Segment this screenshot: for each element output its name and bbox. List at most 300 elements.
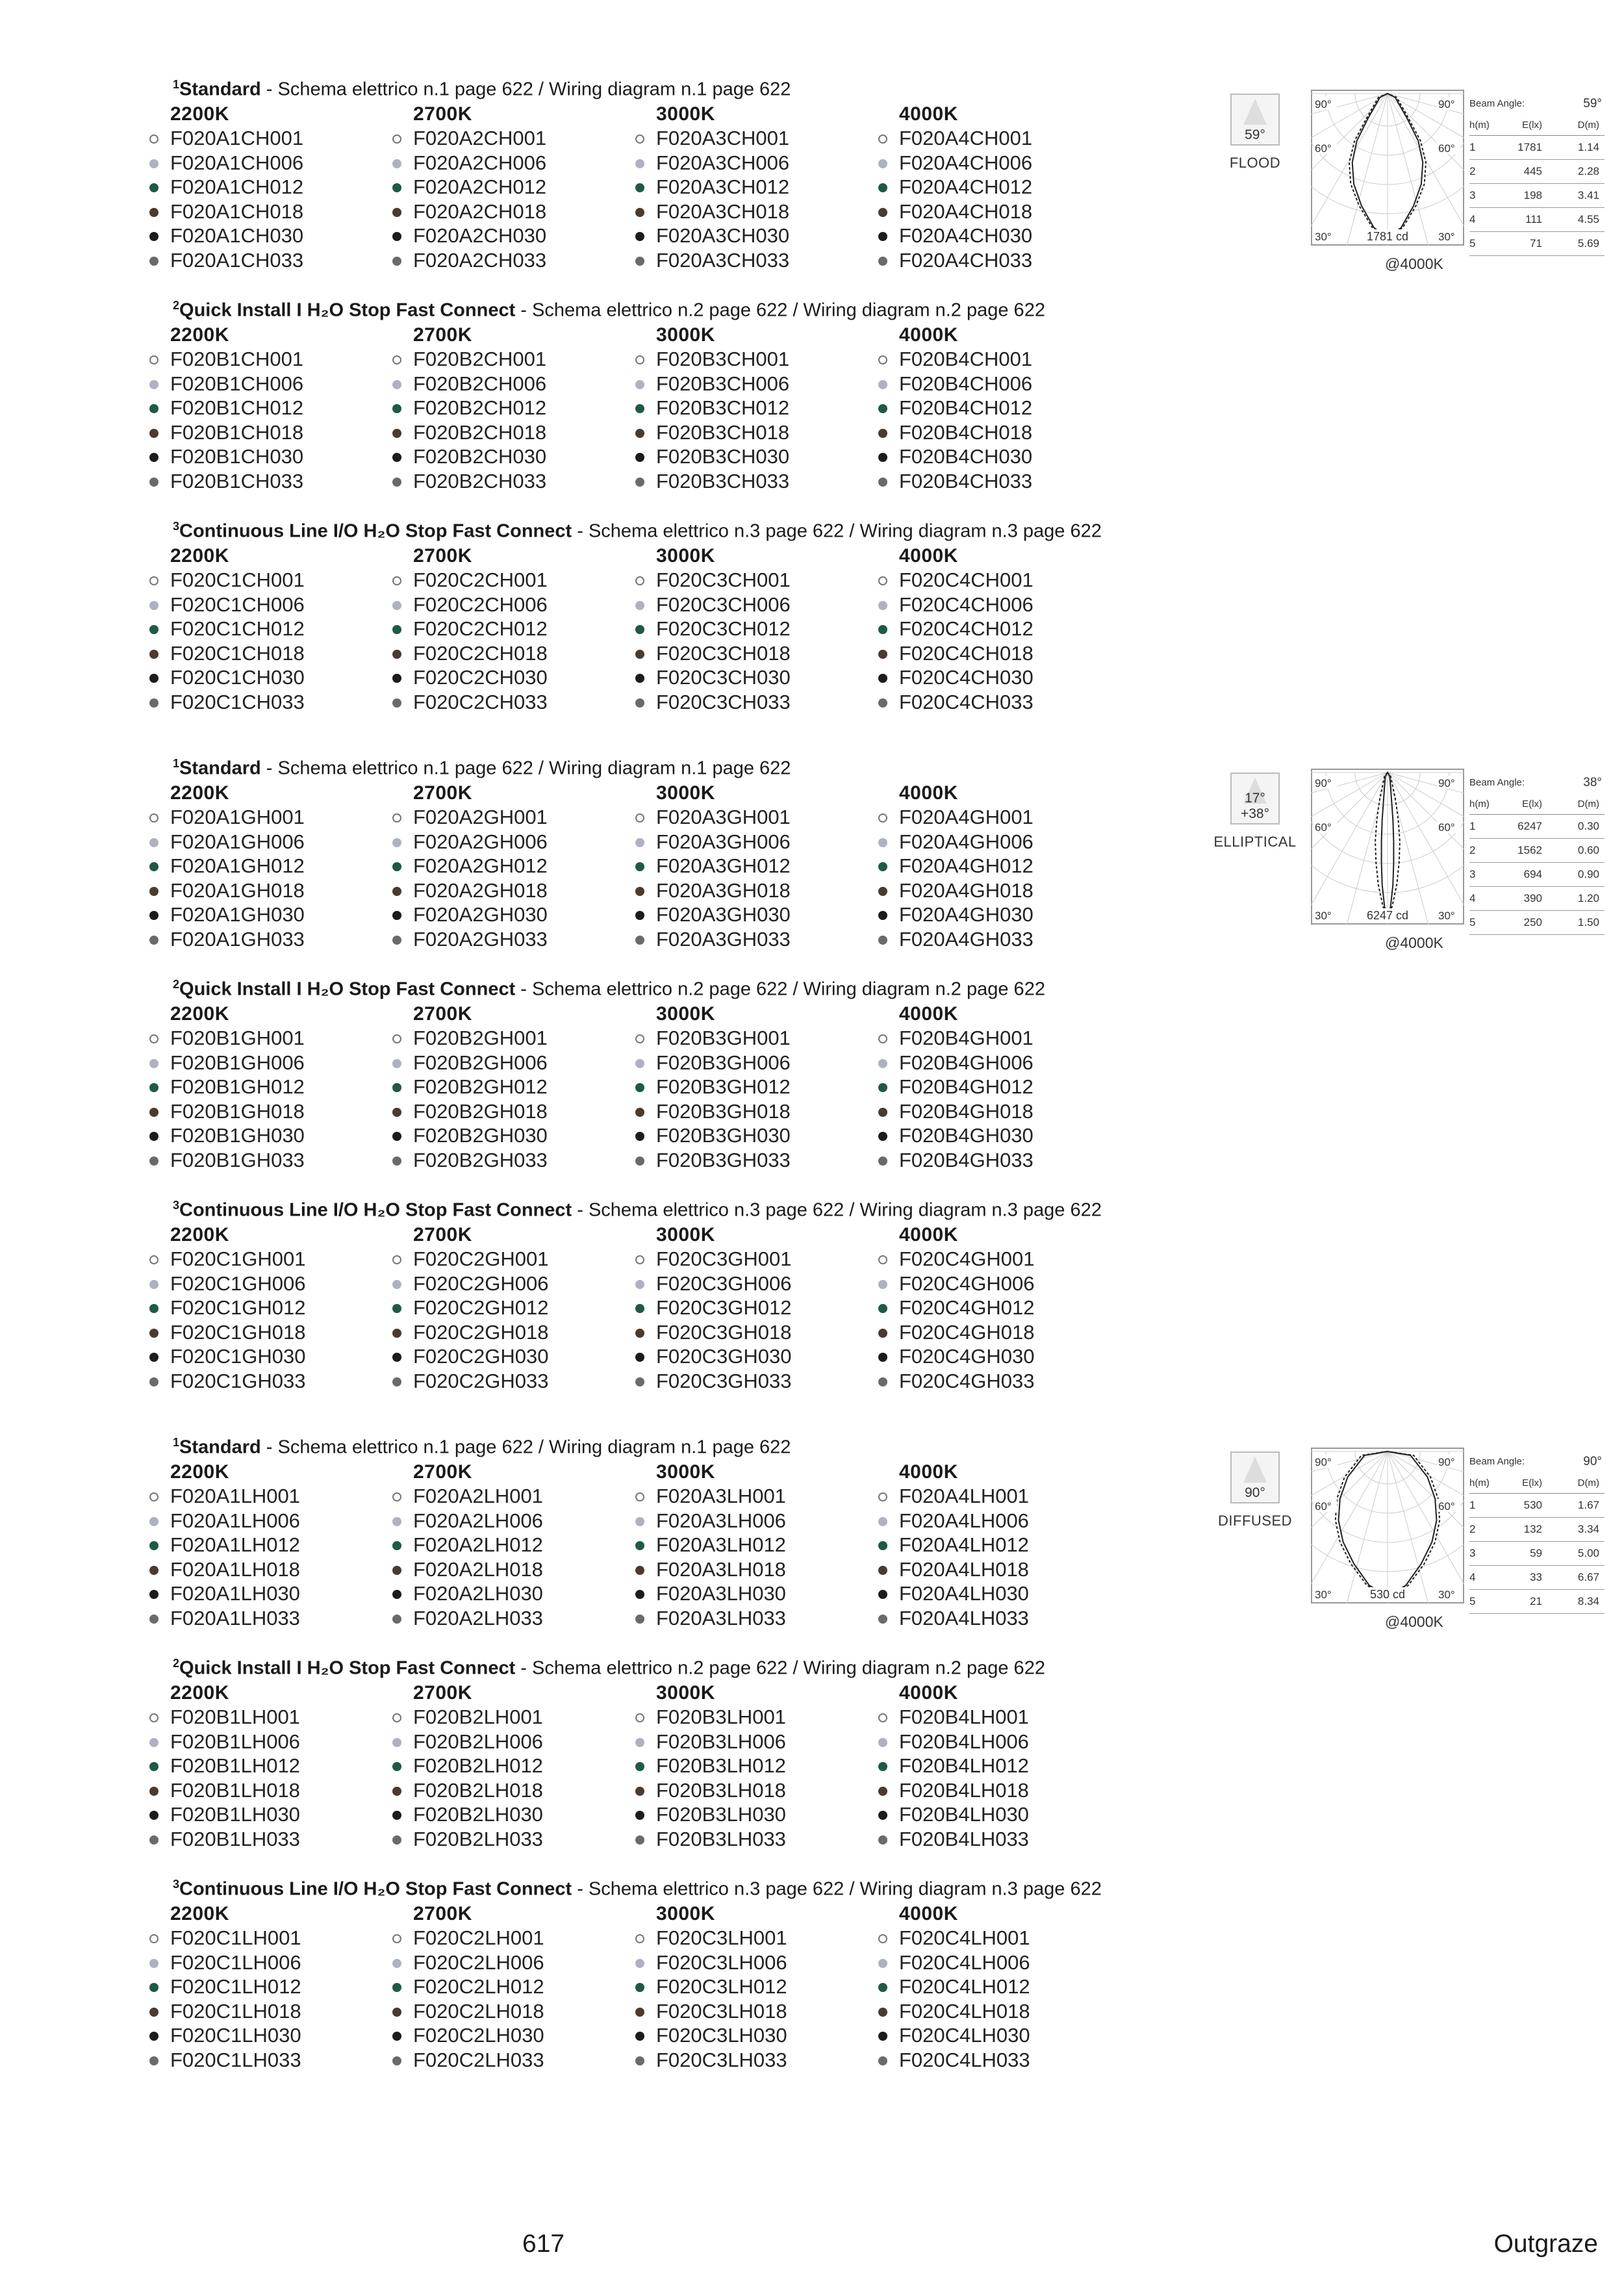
product-code-row [390,224,624,248]
finish-swatch-icon [635,2056,644,2065]
angle-label: 60° [1438,1500,1455,1513]
product-code-row [876,372,1110,396]
color-temp-column [147,544,381,714]
product-code-row [147,1606,381,1631]
product-code-row [147,1705,381,1730]
product-code-row [147,175,381,199]
finish-swatch-icon [392,380,401,389]
color-temp-heading: 2200K [170,545,229,567]
section-desc: - Schema elettrico n.3 page 622 / Wiring diagram n.3 page 622 [572,1199,1102,1221]
finish-swatch-icon [149,478,159,487]
color-temp-column [876,1002,1110,1172]
finish-swatch-icon [392,1590,401,1599]
product-code-row [147,1999,381,2024]
finish-swatch-icon [878,1059,887,1068]
product-code-row [633,1369,867,1394]
finish-swatch-icon [878,159,887,168]
product-code: F020A1CH001 [170,127,304,149]
finish-swatch-icon [635,1590,644,1599]
section-name: Continuous Line I/O H₂O Stop Fast Connect [179,1878,572,1900]
product-code-row [633,1974,867,1999]
color-temp-heading: 4000K [899,324,958,346]
product-code: F020B3LH018 [656,1778,786,1802]
product-code: F020A4CH033 [899,248,1033,272]
product-code-row [147,1369,381,1394]
product-code-row [390,420,624,445]
finish-swatch-icon [878,1983,887,1992]
finish-swatch-icon [878,355,887,364]
color-temp-heading: 3000K [656,545,715,567]
product-code: F020A1CH006 [170,151,304,174]
finish-swatch-icon [149,674,159,683]
product-code-row [147,1926,381,1950]
finish-swatch-icon [878,674,887,683]
finish-swatch-icon [878,404,887,413]
color-temp-heading: 4000K [899,1224,958,1246]
finish-swatch-icon [149,257,159,266]
finish-swatch-icon [149,1329,159,1338]
product-code-row [633,854,867,878]
finish-swatch-icon [392,625,401,634]
product-code: F020B1GH030 [170,1124,305,1147]
finish-swatch-icon [149,1083,159,1092]
finish-swatch-icon [878,453,887,462]
finish-swatch-icon [878,1329,887,1338]
color-temp-column [147,323,381,493]
product-code-row [876,1827,1110,1852]
section-name: Standard [179,758,261,779]
product-code-row [390,593,624,617]
product-code: F020A3LH001 [656,1485,786,1507]
section-number: 3 [173,520,180,533]
product-code-row [633,224,867,248]
table-cell: 3 [1469,868,1476,880]
product-code: F020B3LH033 [656,1827,786,1850]
product-code: F020B2GH012 [413,1075,548,1098]
product-code-row [633,1606,867,1631]
product-code-row [390,1827,624,1852]
product-code-row [147,1123,381,1148]
product-code: F020C3CH012 [656,617,791,640]
color-temp-heading: 4000K [899,1682,958,1704]
product-code-row [633,2048,867,2073]
product-code-row [633,1123,867,1148]
finish-swatch-icon [392,1034,401,1043]
product-code-row [876,830,1110,854]
product-code: F020C2CH018 [413,641,548,665]
color-temp-heading: 4000K [899,545,958,567]
color-temp-column [633,1460,867,1630]
product-code-row [633,1827,867,1852]
product-code: F020A1GH033 [170,927,305,951]
color-temp-column [876,102,1110,272]
color-temp-heading: 3000K [656,1682,715,1704]
color-temp-column [633,1902,867,2072]
finish-swatch-icon [635,1566,644,1575]
product-code-row [876,690,1110,715]
product-code-row [147,593,381,617]
candela-label: 1781 cd [1366,230,1409,243]
product-code-row [876,1369,1110,1394]
product-code: F020A2CH018 [413,199,547,223]
product-code-row [876,1148,1110,1173]
finish-swatch-icon [149,1304,159,1313]
product-code-row [390,2048,624,2073]
finish-swatch-icon [392,1059,401,1068]
product-code-row [147,1827,381,1852]
finish-swatch-icon [149,404,159,413]
finish-swatch-icon [149,1738,159,1747]
finish-swatch-icon [635,813,644,823]
beam-angle-value: 90° [1583,1455,1602,1468]
product-code: F020A4GH018 [899,878,1034,902]
product-code: F020B1GH018 [170,1099,305,1123]
product-code: F020A3CH001 [656,127,790,149]
product-code: F020C3GH006 [656,1271,792,1295]
color-temp-heading: 3000K [656,1461,715,1483]
product-code-row [633,1344,867,1369]
product-code: F020C1CH001 [170,568,305,591]
product-code-row [147,617,381,641]
product-code: F020C2CH033 [413,690,548,713]
color-temp-column [147,1681,381,1851]
product-code: F020B4LH018 [899,1778,1029,1802]
product-code: F020A3GH012 [656,854,791,877]
table-cell: 5.00 [1577,1547,1599,1559]
product-code-row [876,1296,1110,1320]
angle-label: 60° [1438,142,1455,155]
product-code: F020B2GH033 [413,1148,548,1171]
product-code-row [147,1026,381,1051]
product-code-row [633,2023,867,2048]
finish-swatch-icon [149,1255,159,1264]
table-row [1469,887,1605,911]
color-temp-heading: 2200K [170,782,229,804]
finish-swatch-icon [149,911,159,920]
product-code-row [390,902,624,927]
product-code: F020C4GH033 [899,1369,1035,1392]
product-code: F020B4LH001 [899,1706,1029,1728]
product-code-row [390,1999,624,2024]
product-code-row [876,1271,1110,1296]
finish-swatch-icon [149,232,159,241]
product-code: F020C2GH001 [413,1247,549,1270]
product-code: F020A2GH033 [413,927,548,951]
finish-swatch-icon [392,1713,401,1722]
product-code: F020B4CH001 [899,348,1033,370]
product-code-row [633,347,867,372]
polar-diagram [1311,90,1464,246]
product-code: F020A1LH033 [170,1606,300,1629]
finish-swatch-icon [392,887,401,896]
angle-label: 90° [1315,1456,1332,1468]
finish-swatch-icon [878,429,887,438]
finish-swatch-icon [878,380,887,389]
finish-swatch-icon [392,862,401,871]
product-code: F020B4LH006 [899,1730,1029,1753]
finish-swatch-icon [635,453,644,462]
section-name: Continuous Line I/O H₂O Stop Fast Connect [179,520,572,542]
product-code: F020C4CH033 [899,690,1034,713]
product-code-row [390,347,624,372]
finish-swatch-icon [149,1108,159,1117]
finish-swatch-icon [635,698,644,708]
finish-swatch-icon [635,404,644,413]
product-code: F020C1CH018 [170,641,305,665]
table-cell: 390 [1523,892,1542,904]
product-code: F020A2CH006 [413,151,547,174]
product-code: F020A3GH033 [656,927,791,951]
finish-swatch-icon [878,257,887,266]
product-code-row [147,1778,381,1803]
product-code-row [390,1026,624,1051]
table-row [1469,1566,1605,1590]
product-code-row [876,444,1110,469]
product-code-row [390,126,624,151]
finish-swatch-icon [878,232,887,241]
table-row [1469,1542,1605,1566]
table-row [1469,1590,1605,1614]
finish-swatch-icon [392,1280,401,1289]
product-code-row [876,151,1110,175]
product-code-row [633,1026,867,1051]
product-code: F020B3GH033 [656,1148,791,1171]
table-cell: 4 [1469,1571,1476,1583]
finish-swatch-icon [149,1280,159,1289]
angle-label: 90° [1438,98,1455,110]
product-code-row [147,1509,381,1533]
color-temp-heading: 2200K [170,1682,229,1704]
light-cone-icon [1243,1457,1267,1483]
product-code: F020C3GH001 [656,1247,792,1270]
finish-swatch-icon [149,355,159,364]
finish-swatch-icon [635,1156,644,1166]
color-temp-heading: 4000K [899,1903,958,1924]
finish-swatch-icon [149,2056,159,2065]
finish-swatch-icon [635,625,644,634]
finish-swatch-icon [635,1329,644,1338]
section-name: Continuous Line I/O H₂O Stop Fast Connect [179,1199,572,1221]
finish-swatch-icon [149,1983,159,1992]
product-code-row [147,854,381,878]
table-row [1469,815,1605,839]
angle-label: 30° [1438,910,1455,922]
color-temp-heading: 4000K [899,103,958,125]
product-code-row [633,1075,867,1099]
section-number: 3 [173,1199,180,1212]
product-code: F020A4LH001 [899,1485,1029,1507]
product-code-row [633,927,867,952]
product-code: F020C2CH030 [413,666,548,689]
finish-swatch-icon [635,1787,644,1796]
product-code: F020A1GH006 [170,830,305,853]
finish-swatch-icon [149,183,159,192]
product-code: F020B1LH012 [170,1754,300,1777]
finish-swatch-icon [635,208,644,217]
product-code-row [390,1730,624,1754]
finish-swatch-icon [392,1934,401,1943]
finish-swatch-icon [878,1280,887,1289]
section-number: 2 [173,1657,180,1670]
table-cell: 5.69 [1577,237,1599,249]
finish-swatch-icon [635,1517,644,1526]
product-code-row [633,420,867,445]
product-code: F020A4LH006 [899,1509,1029,1532]
product-code: F020A3LH012 [656,1533,786,1556]
column-header: D(m) [1577,120,1599,131]
product-code: F020A1GH030 [170,903,305,926]
product-code: F020B3CH030 [656,445,790,468]
finish-swatch-icon [878,1132,887,1141]
finish-swatch-icon [878,134,887,144]
product-code-row [147,1075,381,1099]
table-cell: 445 [1523,165,1542,177]
product-code-row [390,469,624,494]
finish-swatch-icon [149,2032,159,2041]
section-number: 1 [173,1436,180,1449]
finish-swatch-icon [392,1811,401,1820]
finish-swatch-icon [392,911,401,920]
product-code: F020B4GH030 [899,1124,1034,1147]
section-desc: - Schema elettrico n.1 page 622 / Wiring diagram n.1 page 622 [260,79,791,100]
product-code-row [390,878,624,903]
product-code: F020A2CH001 [413,127,547,149]
product-code: F020C3CH033 [656,690,791,713]
product-code: F020C2GH018 [413,1320,549,1344]
color-temp-column [147,102,381,272]
finish-swatch-icon [635,1983,644,1992]
product-code: F020C1GH033 [170,1369,306,1392]
product-code-row [390,617,624,641]
product-code: F020B4GH018 [899,1099,1034,1123]
product-code-row [147,641,381,666]
table-cell: 3.41 [1577,189,1599,201]
table-row [1469,911,1605,935]
table-cell: 0.30 [1577,820,1599,832]
finish-swatch-icon [878,1787,887,1796]
table-header [1469,795,1605,815]
product-code-row [390,927,624,952]
product-code: F020A4CH012 [899,175,1033,198]
color-temp-heading: 4000K [899,1461,958,1483]
product-code: F020C3LH001 [656,1926,787,1949]
finish-swatch-icon [392,1615,401,1624]
product-code-row [390,1778,624,1803]
table-header [1469,1474,1605,1494]
product-code-row [147,347,381,372]
product-code: F020B3CH001 [656,348,790,370]
product-code: F020A3CH030 [656,224,790,247]
product-code: F020B3CH006 [656,372,790,395]
product-code-row [876,1344,1110,1369]
finish-swatch-icon [392,1983,401,1992]
product-code-row [633,1778,867,1803]
product-code-row [390,690,624,715]
finish-swatch-icon [635,1492,644,1501]
product-code: F020B4LH030 [899,1803,1029,1826]
product-code: F020B3GH030 [656,1124,791,1147]
test-temperature-caption: @4000K [1385,255,1443,272]
product-code-row [876,641,1110,666]
test-temperature-caption: @4000K [1385,1613,1443,1630]
product-code-row [876,665,1110,690]
product-code-row [390,665,624,690]
product-code-row [147,690,381,715]
finish-swatch-icon [392,478,401,487]
product-code-row [876,1051,1110,1075]
finish-swatch-icon [878,1811,887,1820]
angle-label: 90° [1438,1456,1455,1468]
finish-swatch-icon [392,1566,401,1575]
section-number: 1 [173,757,180,770]
color-temp-column [390,1902,624,2072]
product-code: F020A2LH033 [413,1606,543,1629]
product-code: F020A1CH033 [170,248,304,272]
table-cell: 694 [1523,868,1542,880]
product-code-row [390,1533,624,1557]
finish-swatch-icon [878,1083,887,1092]
color-temp-heading: 2700K [413,1461,472,1483]
product-code: F020A4CH030 [899,224,1033,247]
product-code-row [876,1950,1110,1975]
product-code-row [390,1557,624,1582]
table-cell: 1781 [1517,141,1542,153]
column-header: E(lx) [1522,798,1542,810]
product-code-row [390,1974,624,1999]
product-code-row [390,444,624,469]
finish-swatch-icon [392,576,401,585]
beam-type-label: DIFFUSED [1218,1513,1292,1529]
angle-label: 90° [1438,777,1455,789]
product-code: F020B2GH018 [413,1099,548,1123]
table-cell: 1.50 [1577,916,1599,928]
beam-angle-row [1469,771,1605,795]
table-header [1469,116,1605,136]
finish-swatch-icon [392,1492,401,1501]
product-code: F020C4CH006 [899,593,1034,616]
product-code-row [633,1557,867,1582]
product-code-row [633,469,867,494]
product-code-row [147,1148,381,1173]
product-code: F020C2CH006 [413,593,548,616]
finish-swatch-icon [149,380,159,389]
column-header: D(m) [1577,1477,1599,1488]
product-code-row [147,469,381,494]
finish-swatch-icon [392,183,401,192]
finish-swatch-icon [149,936,159,945]
product-code: F020A3LH018 [656,1557,786,1581]
finish-swatch-icon [878,2008,887,2017]
section-number: 2 [173,299,180,312]
product-code: F020C2LH030 [413,2024,544,2047]
product-code-row [876,927,1110,952]
finish-swatch-icon [149,1811,159,1820]
finish-swatch-icon [392,2008,401,2017]
product-code: F020B1LH030 [170,1803,300,1826]
photometric-block [1229,90,1455,278]
product-code: F020B3LH006 [656,1730,786,1753]
finish-swatch-icon [635,1541,644,1550]
product-code-row [390,641,624,666]
finish-swatch-icon [392,232,401,241]
product-code: F020C4CH012 [899,617,1034,640]
beam-angle-label: Beam Angle: [1469,777,1525,788]
product-code: F020B1LH001 [170,1706,300,1728]
section-title [173,978,1045,1001]
color-temp-column [633,102,867,272]
color-temp-heading: 2700K [413,1903,472,1924]
product-code: F020C4LH006 [899,1950,1030,1974]
